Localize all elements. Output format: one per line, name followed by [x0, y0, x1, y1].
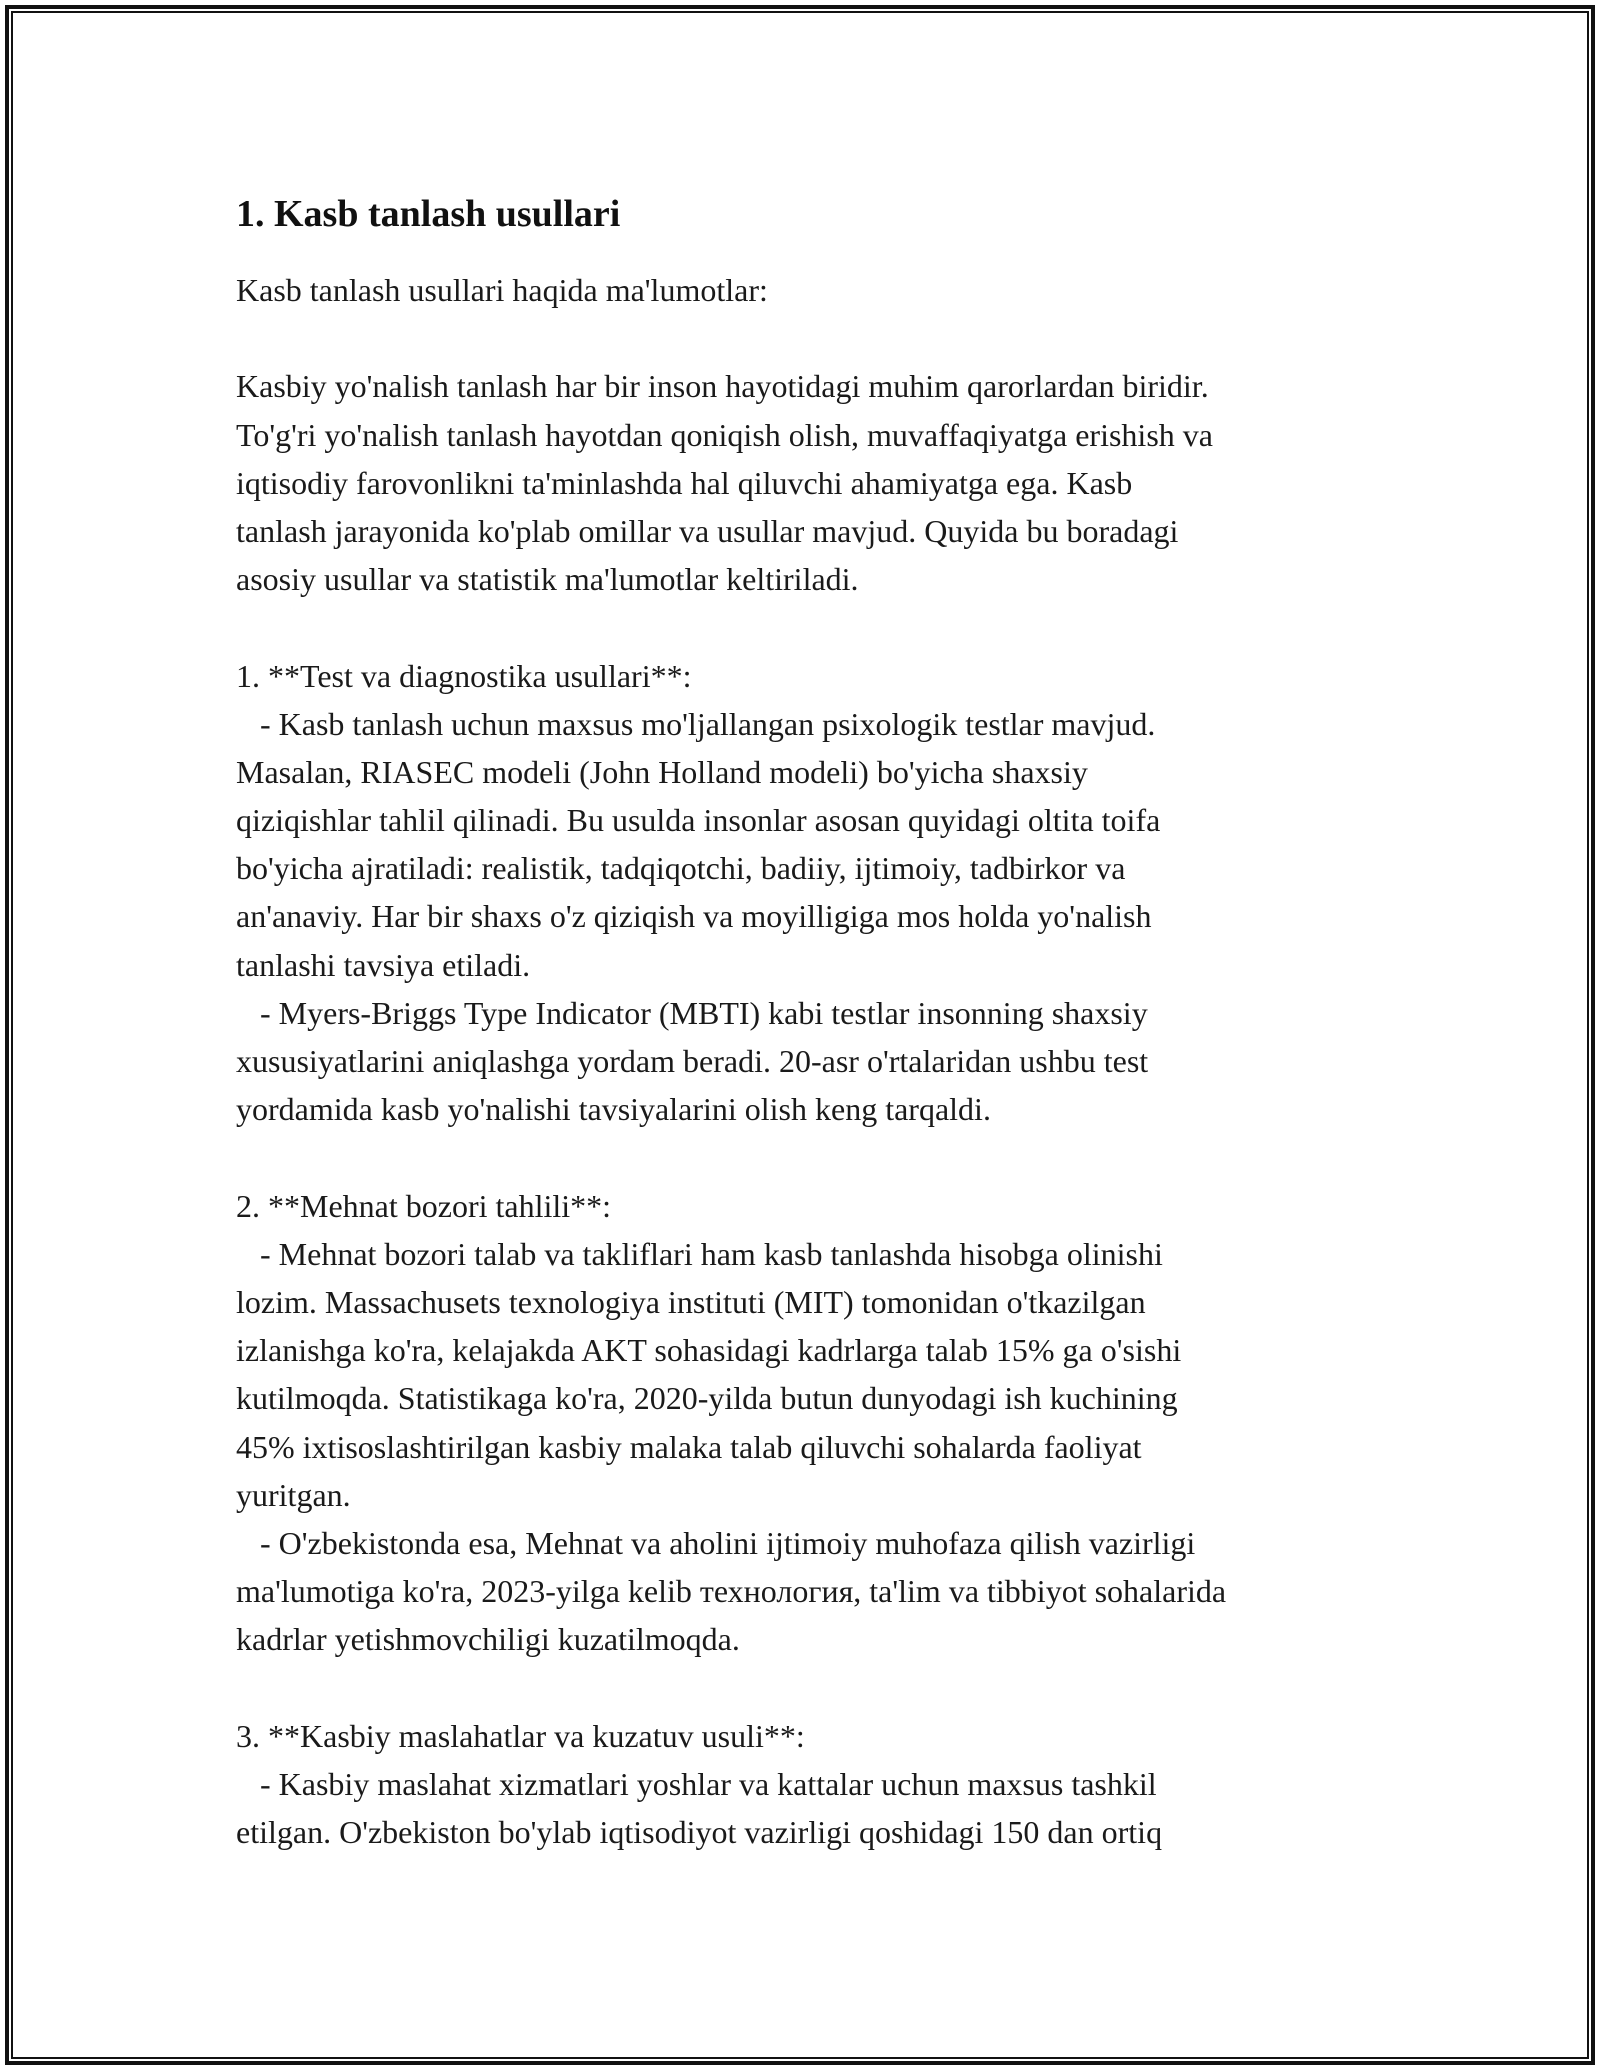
paragraph-spacer [236, 603, 1396, 651]
text-line: xususiyatlarini aniqlashga yordam beradi. 20-asr o'rtalaridan ushbu test [236, 1043, 1149, 1079]
text-line: To'g'ri yo'nalish tanlash hayotdan qoniqish olish, muvaffaqiyatga erishish va [236, 416, 1213, 453]
document-body [236, 190, 1396, 1856]
text-line: Kasbiy yo'nalish tanlash har bir inson hayotidagi muhim qarorlardan biridir. [236, 368, 1209, 405]
text-line: izlanishga ko'ra, kelajakda AKT sohasidagi kadrlarga talab 15% ga o'sishi [236, 1332, 1182, 1369]
section-labor-market [236, 1182, 1396, 1664]
text-line: asosiy usullar va statistik ma'lumotlar keltiriladi. [236, 561, 859, 598]
section-heading: 3. **Kasbiy maslahatlar va kuzatuv usuli**: [236, 1717, 805, 1754]
text-line: yuritgan. [236, 1476, 351, 1513]
text-line: tanlashi tavsiya etiladi. [236, 946, 531, 983]
section-career-counseling [236, 1712, 1396, 1857]
text-line: tanlash jarayonida ko'plab omillar va usullar mavjud. Quyida bu boradagi [236, 512, 1179, 549]
text-line: yordamida kasb yo'nalishi tavsiyalarini olish keng tarqaldi. [236, 1091, 991, 1128]
document-title: 1. Kasb tanlash usullari [236, 193, 621, 235]
text-line: qiziqishlar tahlil qilinadi. Bu usulda insonlar asosan quyidagi oltita toifa [236, 802, 1161, 839]
text-line: iqtisodiy farovonlikni ta'minlashda hal qiluvchi ahamiyatga ega. Kasb [236, 464, 1133, 501]
text-line: bo'yicha ajratiladi: realistik, tadqiqotchi, badiiy, ijtimoiy, tadbirkor va [236, 850, 1126, 887]
paragraph-spacer [236, 314, 1396, 362]
text-line: - Kasb tanlash uchun maxsus mo'ljallangan psixologik testlar mavjud. [236, 705, 1156, 742]
text-line: - Kasbiy maslahat xizmatlari yoshlar va kattalar uchun maxsus tashkil [236, 1765, 1157, 1802]
section-test-diagnostics [236, 652, 1396, 1134]
text-line: ma'lumotiga ko'ra, 2023-yilga kelib технология, ta'lim va tibbiyot sohalarida [236, 1573, 1227, 1610]
text-line: - O'zbekistonda esa, Mehnat va aholini ijtimoiy muhofaza qilish vazirligi [236, 1524, 1196, 1561]
text-line: an'anaviy. Har bir shaxs o'z qiziqish va moyilligiga mos holda yo'nalish [236, 898, 1152, 935]
text-line: lozim. Massachusets texnologiya instituti (MIT) tomonidan o'tkazilgan [236, 1283, 1146, 1320]
text-line: Masalan, RIASEC modeli (John Holland modeli) bo'yicha shaxsiy [236, 753, 1088, 790]
paragraph-spacer [236, 1133, 1396, 1181]
intro-label: Kasb tanlash usullari haqida ma'lumotlar: [236, 272, 768, 308]
text-line: - Mehnat bozori talab va takliflari ham kasb tanlashda hisobga olinishi [236, 1235, 1163, 1272]
paragraph-spacer [236, 1663, 1396, 1711]
text-line: kadrlar yetishmovchiligi kuzatilmoqda. [236, 1621, 740, 1658]
text-line: etilgan. O'zbekiston bo'ylab iqtisodiyot vazirligi qoshidagi 150 dan ortiq [236, 1814, 1163, 1850]
text-line: 45% ixtisoslashtirilgan kasbiy malaka talab qiluvchi sohalarda faoliyat [236, 1428, 1142, 1465]
text-line: - Myers-Briggs Type Indicator (MBTI) kabi testlar insonning shaxsiy [236, 994, 1148, 1031]
section-heading: 1. **Test va diagnostika usullari**: [236, 657, 692, 694]
text-line: kutilmoqda. Statistikaga ko'ra, 2020-yilda butun dunyodagi ish kuchining [236, 1380, 1178, 1417]
intro-paragraph [236, 362, 1396, 603]
section-heading: 2. **Mehnat bozori tahlili**: [236, 1187, 612, 1224]
